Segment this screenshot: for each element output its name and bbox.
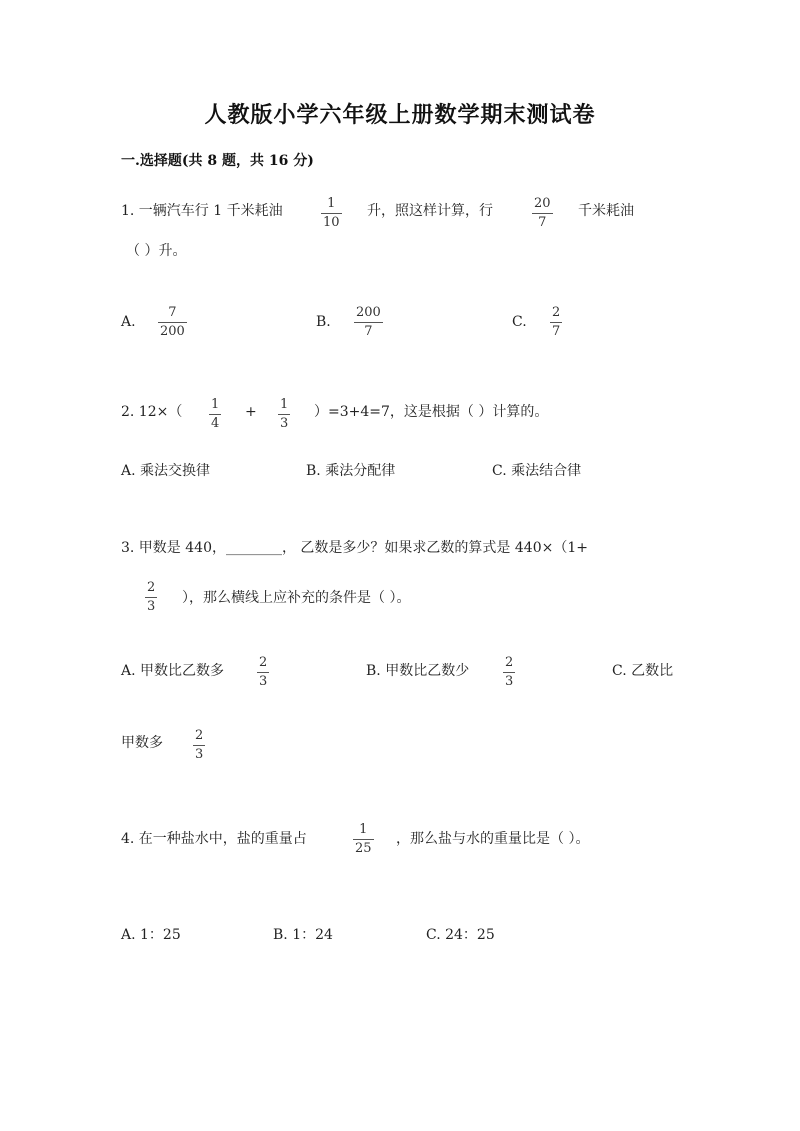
q3-option-c-fraction <box>193 729 205 762</box>
section-heading: 一.选择题(共 8 题，共 16 分) <box>121 153 314 169</box>
q1-fraction-1-numerator: 1 <box>327 196 336 211</box>
q4-fraction-1-denominator: 25 <box>355 841 372 856</box>
q1-text-d: （ ）升。 <box>126 243 187 259</box>
q1-option-c-fraction <box>550 306 562 339</box>
q1-option-c-numerator: 2 <box>552 305 561 320</box>
q2-option-a: A. 乘法交换律 <box>121 463 211 479</box>
q1-option-b-label: B. <box>316 314 331 330</box>
q4-fraction-1-numerator: 1 <box>359 822 368 837</box>
q2-option-c: C. 乘法结合律 <box>492 463 582 479</box>
q2-fraction-2 <box>278 398 290 431</box>
q2-option-b: B. 乘法分配律 <box>306 463 396 479</box>
q3-option-a-fraction <box>257 656 269 689</box>
q3-option-a-denominator: 3 <box>259 674 268 689</box>
q1-option-c-denominator: 7 <box>552 324 561 339</box>
q1-fraction-2-numerator: 20 <box>534 196 551 211</box>
q2-text-a: 2. 12×（ <box>121 404 183 420</box>
q2-fraction-2-denominator: 3 <box>280 416 289 431</box>
q1-fraction-2-denominator: 7 <box>538 215 547 230</box>
q1-option-a-denominator: 200 <box>160 324 185 339</box>
q3-text-b: ），那么横线上应补充的条件是（ ）。 <box>182 590 411 606</box>
q1-text-b: 升，照这样计算，行 <box>367 203 493 219</box>
q1-text-c: 千米耗油 <box>578 203 634 219</box>
q1-option-b-denominator: 7 <box>364 324 373 339</box>
page-title: 人教版小学六年级上册数学期末测试卷 <box>204 102 596 128</box>
q3-option-b-denominator: 3 <box>505 674 514 689</box>
q3-option-b-numerator: 2 <box>505 655 514 670</box>
q2-plus-sign: + <box>245 404 257 420</box>
q4-text-a: 4. 在一种盐水中，盐的重量占 <box>121 831 307 847</box>
q4-option-c: C. 24：25 <box>426 927 495 943</box>
q3-option-b-label: B. 甲数比乙数少 <box>366 663 470 679</box>
q1-option-a-fraction <box>158 306 187 339</box>
q3-fraction-1-numerator: 2 <box>147 580 156 595</box>
q3-text-a: 3. 甲数是 440，________， 乙数是多少？如果求乙数的算式是 440×（1+ <box>121 540 588 556</box>
q2-fraction-1-denominator: 4 <box>211 416 220 431</box>
q3-option-a-label: A. 甲数比乙数多 <box>121 663 225 679</box>
q1-text-a: 1. 一辆汽车行 1 千米耗油 <box>121 203 283 219</box>
q1-fraction-1 <box>321 197 342 230</box>
q3-option-a-numerator: 2 <box>259 655 268 670</box>
q3-option-b-fraction <box>503 656 515 689</box>
q1-option-c-label: C. <box>512 314 527 330</box>
q1-option-b-fraction <box>354 306 383 339</box>
q2-fraction-1 <box>209 398 221 431</box>
q4-option-a: A. 1：25 <box>121 927 181 943</box>
q3-fraction-1-denominator: 3 <box>147 599 156 614</box>
q1-option-a-numerator: 7 <box>168 305 177 320</box>
q1-fraction-1-denominator: 10 <box>323 215 340 230</box>
q2-fraction-2-numerator: 1 <box>280 397 289 412</box>
q2-text-b: ）=3+4=7，这是根据（ ）计算的。 <box>314 404 549 420</box>
q4-option-b: B. 1：24 <box>273 927 333 943</box>
q3-option-c-denominator: 3 <box>195 747 204 762</box>
q1-fraction-2 <box>532 197 553 230</box>
q2-fraction-1-numerator: 1 <box>211 397 220 412</box>
q1-option-b-numerator: 200 <box>356 305 381 320</box>
q4-text-b: ，那么盐与水的重量比是（ ）。 <box>396 831 590 847</box>
q3-option-c-label: C. 乙数比 <box>612 663 674 679</box>
q3-fraction-1 <box>145 581 157 614</box>
q3-option-c-numerator: 2 <box>195 728 204 743</box>
q4-fraction-1 <box>353 823 374 856</box>
q1-option-a-label: A. <box>121 314 136 330</box>
q3-option-c-continued: 甲数多 <box>121 735 163 751</box>
